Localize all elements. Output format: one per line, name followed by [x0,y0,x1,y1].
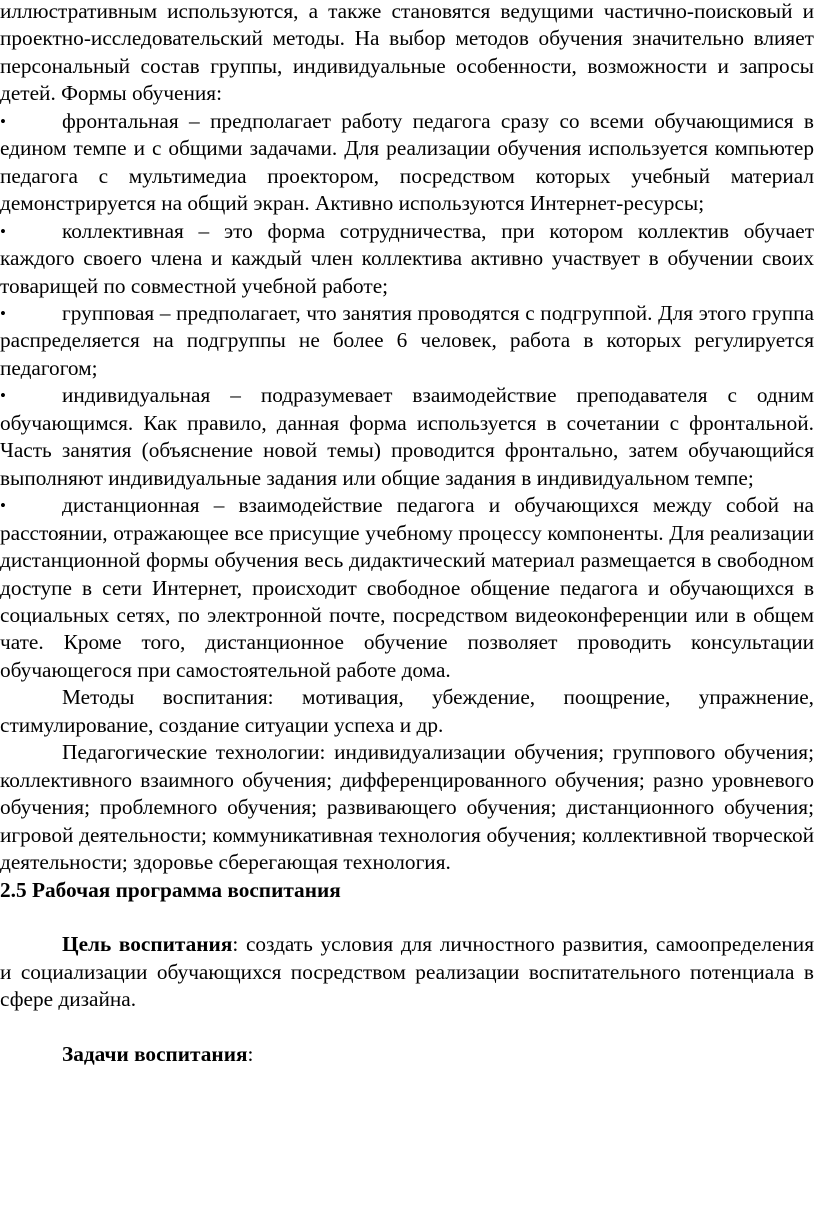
tasks-text: : [247,1042,254,1067]
bullet-item-distance [0,492,814,684]
bullet-dot-icon: • [0,221,6,241]
bullet-text: коллективная – это форма сотрудничества, при котором коллектив обучает каждого своего члена и каждый член коллектива активно участвует в обучении своих товарищей по совместной учебной работе; [0,218,814,298]
intro-paragraph: иллюстративным используются, а также становятся ведущими частично-поисковый и проектно-исследовательский методы. На выбор методов обучения значительно влияет персональный состав группы, индивидуальные особенности, возможности и запросы детей. Формы обучения: [0,0,814,106]
bullet-text: групповая – предполагает, что занятия проводятся с подгруппой. Для этого группа распределяется на подгруппы не более 6 человек, работа в которых регулируется педагогом; [0,300,814,380]
goal-paragraph [0,931,814,1013]
methods-paragraph: Методы воспитания: мотивация, убеждение, поощрение, упражнение, стимулирование, создание ситуации успеха и др. [0,685,814,737]
blank-line [0,904,814,931]
tasks-paragraph [0,1041,814,1068]
bullet-item-collective [0,218,814,300]
blank-line [0,1014,814,1041]
bullet-item-group [0,300,814,382]
bullet-text: дистанционная – взаимодействие педагога и обучающихся между собой на расстоянии, отражающее все присущие учебному процессу компоненты. Для реализации дистанционной формы обучения весь дидактический материал размещается в свободном доступе в сети Интернет, происходит свободное общение педагога и обучающихся в социальных сетях, по электронной почте, посредством видеоконференции или в общем чате. Кроме того, дистанционное обучение позволяет проводить консультации обучающегося при самостоятельной работе дома. [0,493,814,682]
goal-label: Цель воспитания [62,932,233,957]
bullet-text: фронтальная – предполагает работу педагога сразу со всеми обучающимися в едином темпе и с общими задачами. Для реализации обучения используется компьютер педагога с мультимедиа проектором, посредством которых учебный материал демонстрируется на общий экран. Активно используются Интернет-ресурсы; [0,108,814,216]
bullet-item-frontal [0,108,814,218]
bullet-dot-icon: • [0,496,6,516]
bullet-item-individual [0,382,814,492]
bullet-text: индивидуальная – подразумевает взаимодействие преподавателя с одним обучающимся. Как правило, данная форма используется в сочетании с фронтальной. Часть занятия (объяснение новой темы) проводится фронтально, затем обучающийся выполняют индивидуальные задания или общие задания в индивидуальном темпе; [0,383,814,490]
tasks-label: Задачи воспитания [62,1042,248,1067]
bullet-dot-icon: • [0,111,6,131]
bullet-dot-icon: • [0,303,6,323]
bullet-dot-icon: • [0,386,6,406]
section-heading: 2.5 Рабочая программа воспитания [0,877,341,902]
goal-text: : создать условия для личностного развития, самоопределения и социализации обучающихся посредством реализации воспитательного потенциала в сфере дизайна. [0,932,814,1012]
technologies-paragraph: Педагогические технологии: индивидуализации обучения; группового обучения; коллективного взаимного обучения; дифференцированного обучения; разно уровневого обучения; проблемного обучения; развивающего обучения; дистанционного обучения; игровой деятельности; коммуникативная технология обучения; коллективной творческой деятельности; здоровье сберегающая технология. [0,740,814,875]
